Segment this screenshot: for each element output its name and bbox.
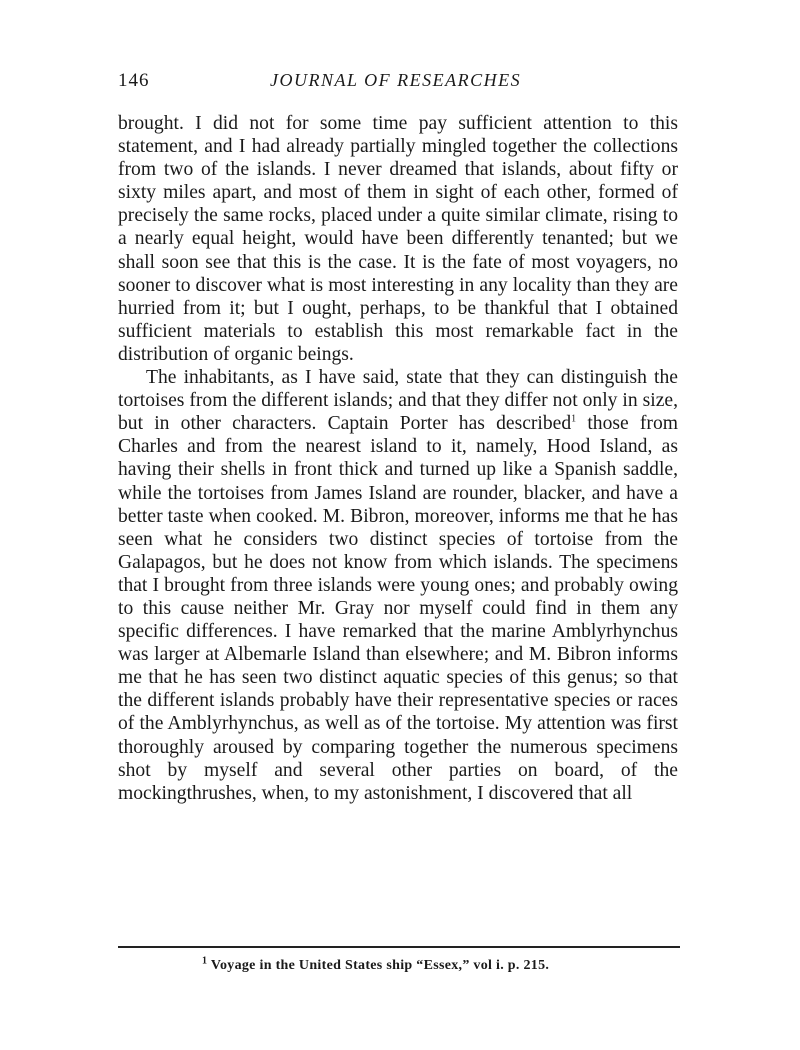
page-number: 146 — [118, 70, 150, 91]
footnote-marker: 1 — [202, 955, 208, 967]
paragraph-inhabitants — [118, 366, 678, 805]
running-head: JOURNAL OF RESEARCHES — [270, 70, 522, 90]
footnote-text: Voyage in the United States ship “Essex,” vol i. p. 215. — [207, 958, 550, 973]
footnote-rule — [118, 946, 680, 948]
body-text — [118, 112, 678, 805]
footnote-reference: 1 — [571, 413, 577, 425]
footnote — [202, 955, 550, 974]
paragraph-text-b: those from Charles and from the nearest island to it, namely, Hood Island, as having their shells in front thick and turned up like a Spanish saddle, while the tortoises from James Island are rounder, blacker, and have a better taste when cooked. M. Bibron, moreover, informs me that he has seen what he considers two distinct species of tortoise from the Galapagos, but he does not know from which islands. The specimens that I brought from three islands were young ones; and probably owing to this cause neither Mr. Gray nor myself could find in them any specific differences. I have remarked that the marine Amblyrhynchus was larger at Albemarle Island than elsewhere; and M. Bibron informs me that he has seen two distinct aquatic species of this genus; so that the different islands probably have their representative species or races of the Amblyrhynchus, as well as of the tortoise. My attention was first thoroughly aroused by comparing together the numerous specimens shot by myself and several other parties on board, of the mockingthrushes, when, to my astonishment, I discovered that all — [118, 413, 678, 804]
paragraph-text-a: The inhabitants, as I have said, state that they can distinguish the tortoises from the different islands; and that they differ not only in size, but in other characters. Captain Porter has described — [118, 367, 678, 435]
page-header — [118, 70, 678, 100]
paragraph-continuation: brought. I did not for some time pay sufficient attention to this statement, and I had already partially mingled together the collections from two of the islands. I never dreamed that islands, about fifty or sixty miles apart, and most of them in sight of each other, formed of precisely the same rocks, placed under a quite similar climate, rising to a nearly equal height, would have been differently tenanted; but we shall soon see that this is the case. It is the fate of most voyagers, no sooner to discover what is most interesting in any locality than they are hurried from it; but I ought, perhaps, to be thankful that I obtained sufficient materials to establish this most remarkable fact in the distribution of organic beings. — [118, 113, 678, 365]
